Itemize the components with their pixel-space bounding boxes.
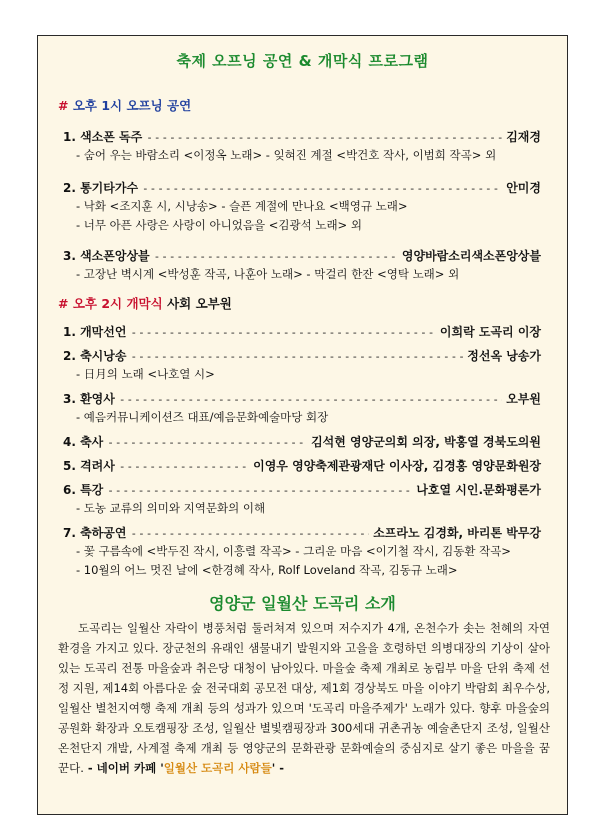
dotted-leader	[119, 460, 249, 473]
dotted-leader	[107, 436, 307, 449]
program-row: 2. 축시낭송 ----- 정선옥 낭송가	[63, 347, 541, 364]
program-detail: - 너무 아픈 사랑은 사랑이 아니었음을 <김광석 노래> 외	[76, 218, 362, 232]
program-row: 7. 축하공연 ----- 소프라노 김경화, 바리톤 박무강	[63, 524, 541, 541]
program-page	[37, 35, 568, 815]
program-detail: - 낙화 <조지훈 시, 시낭송> - 슬픈 계절에 만나요 <백영규 노래>	[76, 199, 408, 213]
program-row: 1. 개막선언 ----- 이희락 도곡리 이장	[63, 323, 541, 340]
program-row: 3. 색소폰앙상블 ----- 영양바람소리색소폰앙상블	[63, 247, 541, 264]
program-row: 2. 통기타가수 ----- 안미경	[63, 179, 541, 196]
dotted-leader	[142, 182, 502, 195]
dotted-leader	[119, 393, 502, 406]
dotted-leader	[146, 131, 502, 144]
program-detail: - 예음커뮤니케이션즈 대표/예음문화예술마당 회장	[76, 410, 329, 424]
intro-paragraph: 도곡리는 일월산 자락이 병풍처럼 둘러쳐져 있으며 저수지가 4개, 온천수가 솟는 천혜의 자연환경을 가지고 있다. 장군천의 유래인 샘물내기 발원지와 고을을 호령하던 의병대장의 기상이 살아있는 도곡리 전통 마을숲과 취은당 대청이 남아있다. 마을숲 축제 개최로 농림부 마을 단위 축제 선정 지원, 제14회 아름다운 숲 전국대회 공모전 대상, 제1회 경상북도 마을 이야기 박람회 최우수상, 일월산 별천지여행 축제 개최 등의 성과가 있으며 '도곡리 마을주제가' 노래가 있다. 향후 마을숲의 공원화 확장과 오토캠핑장 조성, 일월산 별빛캠핑장과 300세대 귀촌귀농 예술촌단지 조성, 일월산온천단지 개발, 사계절 축제 개최 등 영양군의 문화관광 문화예술의 중심지로 살기 좋은 마을을 꿈꾼다. - 네이버 카페 '일월산 도곡리 사람들' -	[58, 621, 550, 775]
program-row: 6. 특강 ----- 나호열 시인.문화평론가	[63, 481, 541, 498]
dotted-leader	[154, 250, 398, 263]
dotted-leader	[130, 350, 463, 363]
section-opening-heading: # 오후 1시 오프닝 공연	[58, 98, 192, 113]
page-title: 축제 오프닝 공연 & 개막식 프로그램	[176, 52, 429, 70]
cafe-name: 일월산 도곡리 사람들	[163, 761, 272, 775]
program-row: 5. 격려사 ----- 이영우 영양축제관광재단 이사장, 김경홍 영양문화원장	[63, 457, 541, 474]
dotted-leader	[107, 484, 412, 497]
program-row: 4. 축사 ----- 김석현 영양군의회 의장, 박홍열 경북도의원	[63, 433, 541, 450]
program-detail: - 숨어 우는 바람소리 <이정옥 노래> - 잊혀진 계절 <박건호 작사, 이범희 작곡> 외	[76, 148, 497, 162]
intro-title: 영양군 일월산 도곡리 소개	[209, 594, 396, 613]
dotted-leader	[130, 527, 369, 540]
program-detail: - 日月의 노래 <나호열 시>	[76, 367, 215, 381]
program-row: 1. 색소폰 독주 ----- 김재경	[63, 128, 541, 145]
section-ceremony-heading: # 오후 2시 개막식 사회 오부원	[58, 296, 232, 311]
program-detail: - 고장난 벽시계 <박성훈 작곡, 나훈아 노래> - 막걸리 한잔 <영탁 노래> 외	[76, 267, 460, 281]
program-detail: - 도농 교류의 의미와 지역문화의 이해	[76, 501, 266, 515]
program-detail: - 10월의 어느 멋진 날에 <한경혜 작사, Rolf Loveland 작곡, 김동규 노래>	[76, 563, 458, 577]
program-row: 3. 환영사 ----- 오부원	[63, 390, 541, 407]
program-detail: - 꽃 구름속에 <박두진 작시, 이흥렬 작곡> - 그리운 마음 <이기철 작시, 김동환 작곡>	[76, 544, 511, 558]
dotted-leader	[130, 326, 435, 339]
